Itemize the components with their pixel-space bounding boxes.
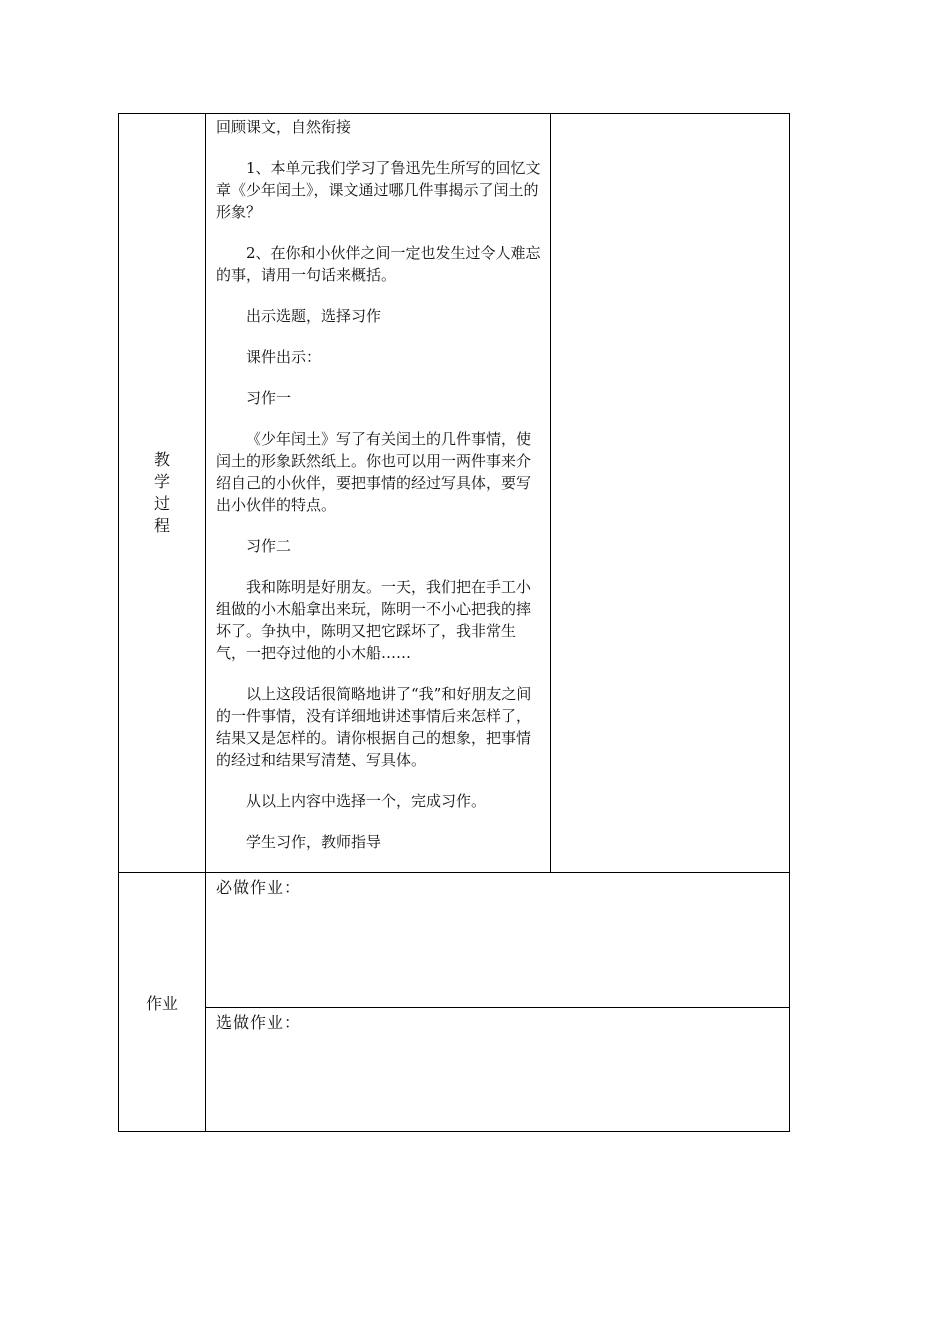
process-paragraph-question-1: 1、本单元我们学习了鲁迅先生所写的回忆文章《少年闰土》，课文通过哪几件事揭示了闰土的形象？ <box>216 159 541 221</box>
process-paragraph-courseware: 课件出示： <box>246 348 322 366</box>
process-paragraph-exercise-1-body: 《少年闰土》写了有关闰土的几件事情，使闰土的形象跃然纸上。你也可以用一两件事来介绍自己的小伙伴，要把事情的经过写具体，要写出小伙伴的特点。 <box>216 430 532 514</box>
required-homework-label: 必做作业： <box>216 878 302 897</box>
teaching-process-row <box>119 114 790 873</box>
teaching-process-notes-cell <box>551 114 790 873</box>
homework-label: 作业 <box>145 993 178 1013</box>
process-paragraph-question-2: 2、在你和小伙伴之间一定也发生过令人难忘的事，请用一句话来概括。 <box>216 244 541 284</box>
process-paragraph-exercise-2-title: 习作二 <box>246 537 292 555</box>
optional-homework-label: 选做作业： <box>216 1013 302 1032</box>
process-paragraph-review: 回顾课文，自然衔接 <box>216 118 352 136</box>
teaching-process-content <box>206 114 551 873</box>
teaching-process-label-cell <box>119 114 206 873</box>
process-paragraph-exercise-2-story: 我和陈明是好朋友。一天，我们把在手工小组做的小木船拿出来玩，陈明一不小心把我的摔坏了。争执中，陈明又把它踩坏了，我非常生气，一把夺过他的小木船…… <box>216 578 532 662</box>
process-paragraph-student-writing: 学生习作，教师指导 <box>246 833 382 851</box>
homework-label-cell <box>119 873 206 1132</box>
teaching-process-label: 教学过程 <box>153 450 170 535</box>
optional-homework-cell <box>206 1008 790 1132</box>
required-homework-cell <box>206 873 790 1008</box>
process-paragraph-show-topics: 出示选题，选择习作 <box>246 307 382 325</box>
lesson-plan-table <box>118 113 790 1132</box>
homework-optional-row <box>119 1008 790 1132</box>
process-paragraph-choose: 从以上内容中选择一个，完成习作。 <box>246 792 487 810</box>
process-paragraph-exercise-1-title: 习作一 <box>246 389 292 407</box>
homework-required-row <box>119 873 790 1008</box>
process-paragraph-exercise-2-task: 以上这段话很简略地讲了“我”和好朋友之间的一件事情，没有详细地讲述事情后来怎样了，结果又是怎样的。请你根据自己的想象，把事情的经过和结果写清楚、写具体。 <box>216 685 532 769</box>
